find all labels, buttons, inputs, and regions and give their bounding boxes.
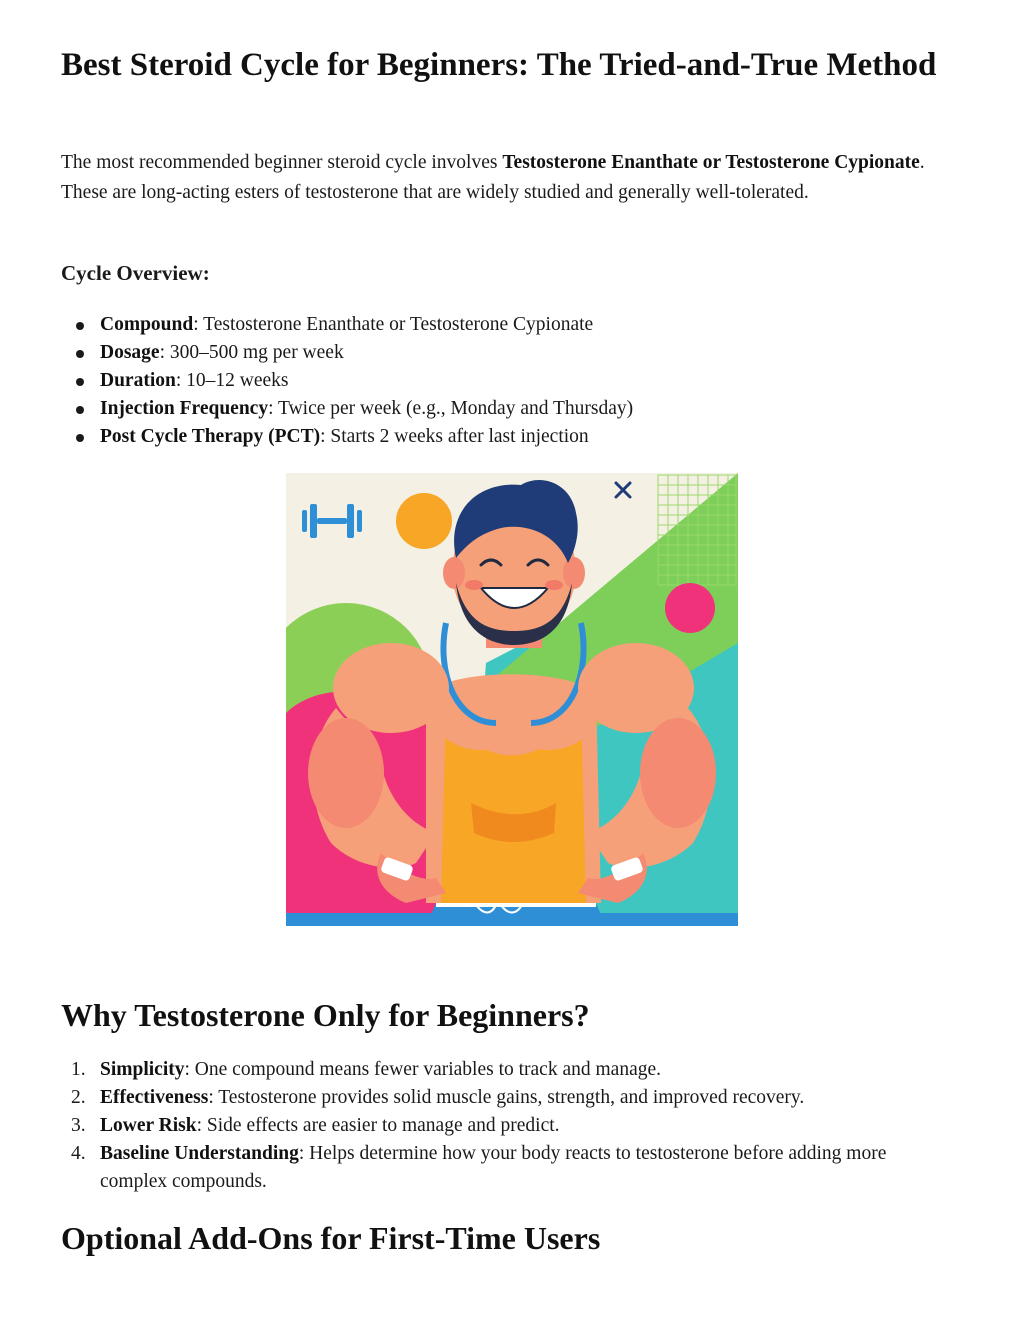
list-item [61,1140,921,1196]
item-label: Compound [100,314,194,335]
item-label: Baseline Understanding [100,1143,299,1164]
intro-bold: Testosterone Enanthate or Testosterone Cypionate [502,152,920,173]
why-testosterone-heading: Why Testosterone Only for Beginners? [61,997,590,1033]
optional-addons-heading: Optional Add-Ons for First-Time Users [61,1220,601,1256]
item-number: 1. [71,1059,86,1080]
item-label: Lower Risk [100,1115,197,1136]
list-item [61,1056,921,1084]
bodybuilder-illustration [286,473,738,926]
intro-paragraph [61,148,961,207]
item-text: : Starts 2 weeks after last injection [320,426,589,447]
item-text: : 300–500 mg per week [159,342,344,363]
list-item [61,1112,921,1140]
item-number: 4. [71,1143,86,1164]
list-item [61,1084,921,1112]
item-number: 3. [71,1115,86,1136]
item-text: : Side effects are easier to manage and predict. [196,1115,560,1136]
item-text: : Testosterone Enanthate or Testosterone Cypionate [193,314,594,335]
why-testosterone-list [61,1056,921,1196]
item-number: 2. [71,1087,86,1108]
item-text: : 10–12 weeks [175,370,289,391]
item-label: Post Cycle Therapy (PCT) [100,426,321,447]
intro-tail: . These are long-acting esters of testosterone that are widely studied and generally well-tolerated. [61,152,925,203]
article-title: Best Steroid Cycle for Beginners: The Tried-and-True Method [61,47,937,83]
list-item [61,311,961,339]
list-item [61,423,961,451]
item-label: Simplicity [100,1059,185,1080]
item-label: Injection Frequency [100,398,269,419]
item-text: : Twice per week (e.g., Monday and Thursday) [268,398,634,419]
item-text: : One compound means fewer variables to track and manage. [184,1059,661,1080]
list-item [61,395,961,423]
cycle-overview-list [61,311,961,451]
list-item [61,367,961,395]
intro-lead: The most recommended beginner steroid cycle involves [61,152,503,173]
item-label: Duration [100,370,176,391]
list-item [61,339,961,367]
item-label: Dosage [100,342,160,363]
item-text: : Helps determine how your body reacts to testosterone before adding more complex compounds. [100,1143,887,1192]
item-label: Effectiveness [100,1087,209,1108]
item-text: : Testosterone provides solid muscle gains, strength, and improved recovery. [208,1087,805,1108]
sun-circle-icon [396,493,452,549]
cycle-overview-heading: Cycle Overview: [61,261,210,285]
